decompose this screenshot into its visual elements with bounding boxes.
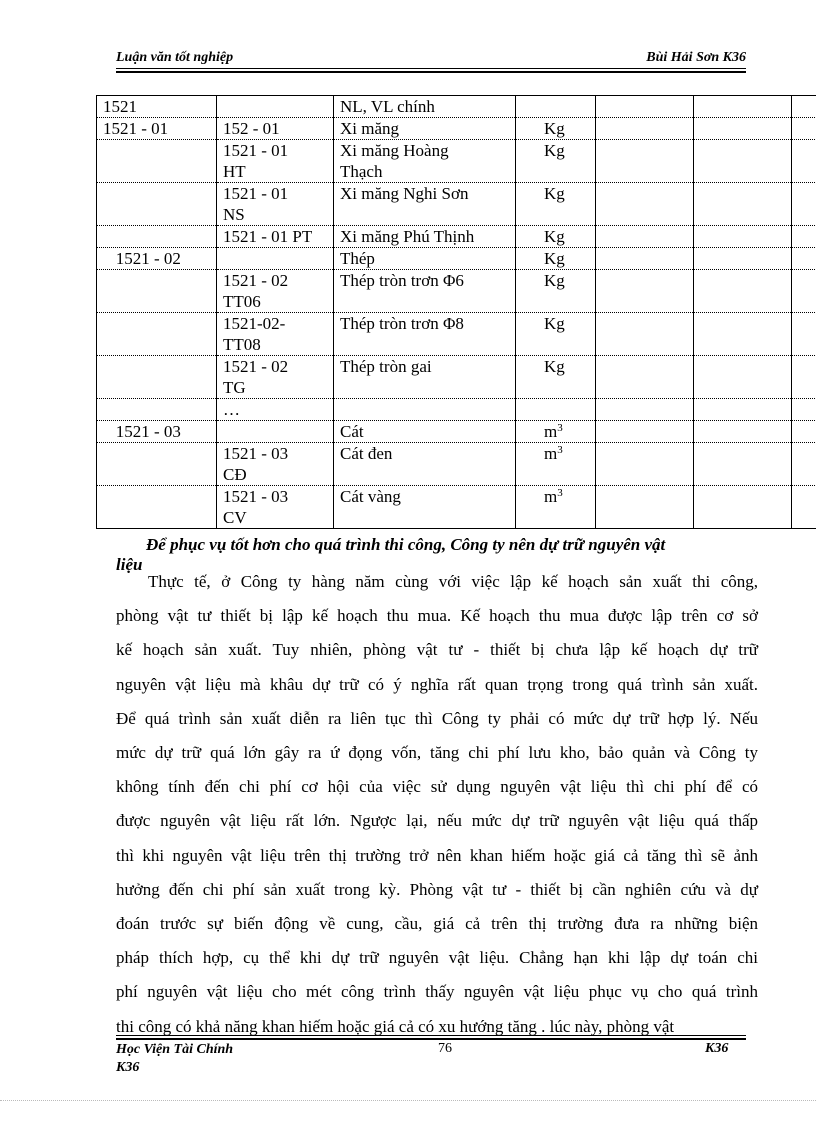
- table-cell: [97, 270, 217, 313]
- table-cell: 1521 - 03 CĐ: [217, 443, 334, 486]
- table-cell: [694, 96, 792, 118]
- table-cell: [792, 356, 816, 399]
- subheading-line-1: Để phục vụ tốt hơn cho quá trình thi công, Công ty nên dự trữ nguyên vật: [146, 535, 666, 554]
- footer-class: K36: [116, 1060, 140, 1075]
- table-cell: 1521 - 02 TT06: [217, 270, 334, 313]
- table-cell: 1521-02- TT08: [217, 313, 334, 356]
- table-cell: [596, 118, 694, 140]
- table-cell: [596, 356, 694, 399]
- paragraph-line: Để quá trình sản xuất diễn ra liên tục thì Công ty phải có mức dự trữ hợp lý. Nếu: [116, 708, 758, 728]
- table-cell: [596, 443, 694, 486]
- table-cell: 1521: [97, 96, 217, 118]
- footer-institution: [116, 1041, 233, 1077]
- table-cell: 1521 - 03: [97, 421, 217, 443]
- table-cell: Kg: [516, 226, 596, 248]
- table-cell: [97, 313, 217, 356]
- table-cell: [97, 140, 217, 183]
- header-title: Luận văn tốt nghiệp: [116, 50, 234, 65]
- header-rule-thick: [116, 71, 746, 73]
- table-cell: Thép tròn gai: [334, 356, 516, 399]
- page-bottom-border: [0, 1100, 816, 1101]
- table-cell: [694, 443, 792, 486]
- table-cell: [217, 421, 334, 443]
- paragraph-line: hưởng đến chi phí sản xuất trong kỳ. Phòng vật tư - thiết bị cần nghiên cứu và dự: [116, 879, 758, 899]
- paragraph-line: không tính đến chi phí cơ hội của việc sử dụng nguyên vật liệu thì chi phí để có: [116, 777, 758, 797]
- table-row: [97, 443, 816, 486]
- table-row: [97, 486, 816, 529]
- table-cell: [97, 486, 217, 529]
- table-row: [97, 399, 816, 421]
- table-cell: 1521 - 01: [97, 118, 217, 140]
- table-cell: [596, 96, 694, 118]
- table-cell: [792, 270, 816, 313]
- table-cell: [694, 270, 792, 313]
- table-cell: 152 - 01: [217, 118, 334, 140]
- table-cell: [792, 226, 816, 248]
- table-cell: Xi măng Hoàng Thạch: [334, 140, 516, 183]
- table-cell: Xi măng Nghi Sơn: [334, 183, 516, 226]
- table-cell: Kg: [516, 118, 596, 140]
- paragraph-line: phòng vật tư thiết bị lập kế hoạch thu mua. Kế hoạch thu mua được lập trên cơ sở: [116, 606, 758, 626]
- material-code-table: [96, 95, 816, 529]
- table-cell: Kg: [516, 183, 596, 226]
- table-cell: [97, 443, 217, 486]
- paragraph-line: đoán trước sự biến động về cung, cầu, giá cả trên thị trường đưa ra những biện: [116, 914, 758, 933]
- table-cell: $m^3$: [516, 421, 596, 443]
- paragraph-line: phí nguyên vật liệu cho mét công trình thấy nguyên vật liệu phục vụ cho quá trình: [116, 982, 758, 1002]
- header-author: Bùi Hải Sơn K36: [646, 50, 746, 65]
- table-cell: [694, 356, 792, 399]
- footer-class-right: K36: [705, 1041, 729, 1056]
- table-cell: [792, 399, 816, 421]
- table-cell: [792, 140, 816, 183]
- table-cell: [694, 140, 792, 183]
- table-cell: [596, 399, 694, 421]
- table-cell: [694, 118, 792, 140]
- paragraph-line: thi công có khả năng khan hiếm hoặc giá cả có xu hướng tăng . lúc này, phòng vật: [116, 1016, 675, 1036]
- paragraph-line: thì khi nguyên vật liệu trên thị trường trở nên khan hiếm hoặc giá cả tăng thì sẽ ảnh: [116, 845, 758, 865]
- table-cell: Xi măng Phú Thịnh: [334, 226, 516, 248]
- table-row: [97, 226, 816, 248]
- table-cell: [694, 399, 792, 421]
- table-row: [97, 313, 816, 356]
- table-cell: [516, 96, 596, 118]
- paragraph-line: kế hoạch sản xuất. Tuy nhiên, phòng vật tư - thiết bị chưa lập kế hoạch dự trữ: [116, 640, 758, 660]
- table-cell: Cát vàng: [334, 486, 516, 529]
- table-cell: [596, 140, 694, 183]
- table-cell: [596, 421, 694, 443]
- table-cell: [792, 486, 816, 529]
- footer-school: Học Viện Tài Chính: [116, 1042, 234, 1057]
- table-cell: Kg: [516, 356, 596, 399]
- table-cell: [596, 183, 694, 226]
- table-row: [97, 140, 816, 183]
- table-cell: [694, 183, 792, 226]
- table-cell: Cát đen: [334, 443, 516, 486]
- table-row: [97, 183, 816, 226]
- unit-superscript: 3: [557, 487, 563, 499]
- table-cell: Xi măng: [334, 118, 516, 140]
- table-cell: [694, 248, 792, 270]
- table-cell: [596, 270, 694, 313]
- table-cell: [596, 226, 694, 248]
- footer-rule: [116, 1035, 746, 1036]
- unit-superscript: 3: [557, 444, 563, 456]
- paragraph-line: nguyên vật liệu mà khâu dự trữ có ý nghĩa rất quan trọng trong quá trình sản xuất.: [116, 674, 758, 694]
- table-row: [97, 421, 816, 443]
- table-row: [97, 248, 816, 270]
- table-cell: [792, 313, 816, 356]
- table-cell: [694, 486, 792, 529]
- table-cell: NL, VL chính: [334, 96, 516, 118]
- page-number: 76: [438, 1041, 452, 1056]
- table-cell: [694, 313, 792, 356]
- paragraph-line: mức dự trữ quá lớn gây ra ứ đọng vốn, tăng chi phí lưu kho, bảo quản và Công ty: [116, 743, 758, 762]
- table-cell: $m^3$: [516, 443, 596, 486]
- table-cell: [334, 399, 516, 421]
- footer-rule-thick: [116, 1038, 746, 1040]
- subheading-line-2: liệu: [116, 555, 143, 574]
- table-cell: Kg: [516, 248, 596, 270]
- table-cell: Thép: [334, 248, 516, 270]
- unit-superscript: 3: [557, 422, 563, 434]
- table-cell: [792, 96, 816, 118]
- table-cell: [596, 486, 694, 529]
- table-cell: [792, 118, 816, 140]
- table-cell: [97, 226, 217, 248]
- table-cell: [596, 313, 694, 356]
- page-header: [116, 48, 746, 68]
- table-cell: Kg: [516, 140, 596, 183]
- table-cell: 1521 - 01 HT: [217, 140, 334, 183]
- table-cell: 1521 - 01 NS: [217, 183, 334, 226]
- table-cell: 1521 - 02: [97, 248, 217, 270]
- table-cell: [596, 248, 694, 270]
- table-cell: $m^3$: [516, 486, 596, 529]
- table-cell: [97, 356, 217, 399]
- table-cell: [694, 226, 792, 248]
- table-cell: …: [217, 399, 334, 421]
- table-cell: [792, 443, 816, 486]
- header-rule: [116, 68, 746, 69]
- table-row: [97, 270, 816, 313]
- section-subheading: [116, 535, 762, 575]
- paragraph-line: Thực tế, ở Công ty hàng năm cùng với việc lập kế hoạch sản xuất thi công,: [148, 572, 758, 591]
- table-cell: 1521 - 01 PT: [217, 226, 334, 248]
- table-cell: [217, 248, 334, 270]
- table-cell: Thép tròn trơn Φ8: [334, 313, 516, 356]
- table-cell: [516, 399, 596, 421]
- table-cell: [217, 96, 334, 118]
- table-row: [97, 118, 816, 140]
- table-cell: Thép tròn trơn Φ6: [334, 270, 516, 313]
- table-cell: [792, 183, 816, 226]
- table-cell: 1521 - 03 CV: [217, 486, 334, 529]
- table-cell: [792, 421, 816, 443]
- paragraph-line: được nguyên vật liệu rất lớn. Ngược lại, nếu mức dự trữ nguyên vật liệu quá thấp: [116, 811, 758, 831]
- table-cell: Kg: [516, 270, 596, 313]
- table-row: [97, 356, 816, 399]
- table-cell: [694, 421, 792, 443]
- table-cell: 1521 - 02 TG: [217, 356, 334, 399]
- table-cell: [97, 399, 217, 421]
- table-cell: [792, 248, 816, 270]
- table-cell: Cát: [334, 421, 516, 443]
- table-cell: Kg: [516, 313, 596, 356]
- paragraph-line: pháp thích hợp, cụ thể khi dự trữ nguyên vật liệu. Chẳng hạn khi lập dự toán chi: [116, 948, 758, 968]
- table-cell: [97, 183, 217, 226]
- table-row: [97, 96, 816, 118]
